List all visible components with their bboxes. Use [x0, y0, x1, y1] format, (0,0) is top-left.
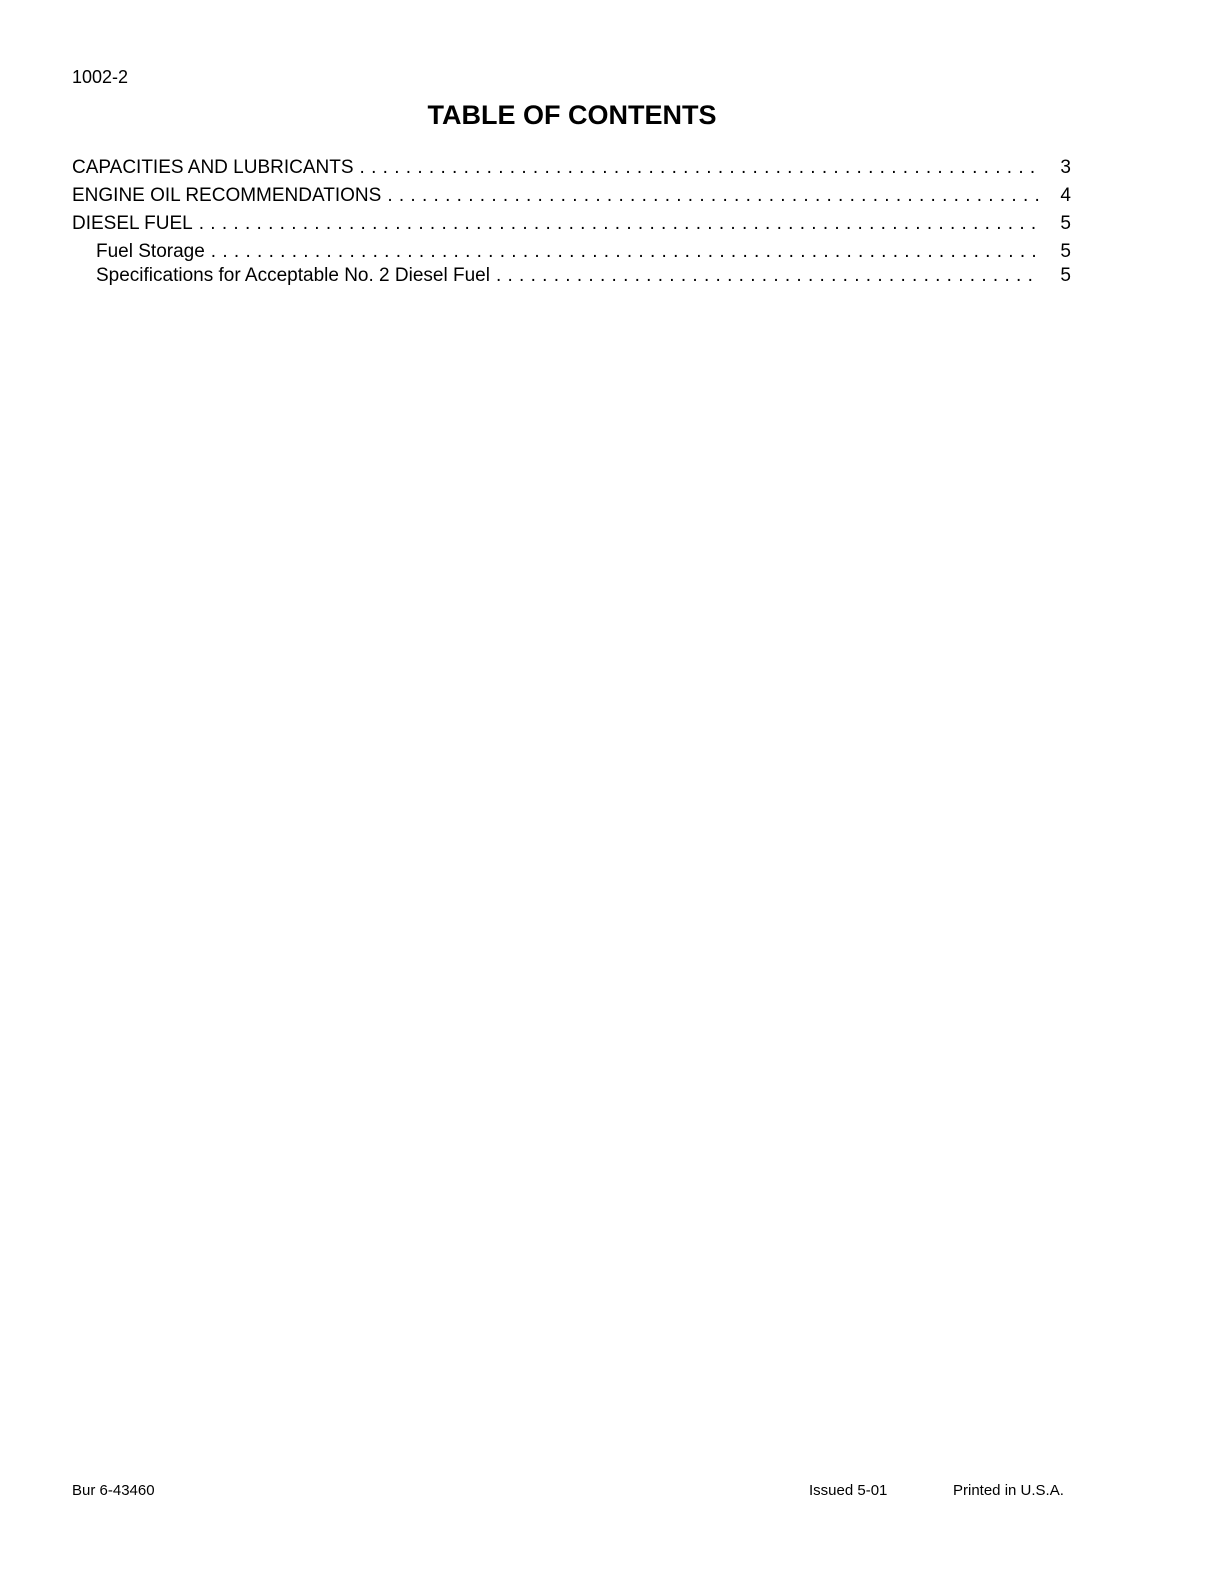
toc-dot-leader: [496, 264, 1039, 288]
table-of-contents: [72, 156, 1071, 288]
footer-printed-location: Printed in U.S.A.: [953, 1482, 1064, 1499]
toc-entry-page: 5: [1060, 265, 1071, 286]
toc-entry-page: 5: [1060, 213, 1071, 234]
toc-entry-capacities-and-lubricants[interactable]: [72, 156, 1071, 184]
toc-entry-label: CAPACITIES AND LUBRICANTS: [72, 157, 354, 178]
toc-entry-label: Specifications for Acceptable No. 2 Diesel Fuel: [96, 265, 490, 286]
toc-dot-leader: [387, 184, 1039, 208]
toc-entry-page: 3: [1060, 157, 1071, 178]
footer-issued-date: Issued 5-01: [809, 1482, 888, 1499]
toc-dot-leader: [360, 156, 1039, 180]
toc-entry-fuel-storage[interactable]: [72, 240, 1071, 264]
page-number: 1002-2: [72, 67, 129, 87]
toc-entry-page: 4: [1060, 185, 1071, 206]
toc-entry-engine-oil-recommendations[interactable]: [72, 184, 1071, 212]
footer-document-number: Bur 6-43460: [72, 1482, 155, 1499]
page-title: TABLE OF CONTENTS: [427, 100, 717, 130]
toc-dot-leader: [211, 240, 1039, 264]
toc-entry-page: 5: [1060, 241, 1071, 262]
toc-entry-label: DIESEL FUEL: [72, 213, 193, 234]
toc-entry-label: ENGINE OIL RECOMMENDATIONS: [72, 185, 382, 206]
toc-entry-diesel-fuel[interactable]: [72, 212, 1071, 240]
toc-dot-leader: [199, 212, 1039, 236]
toc-entry-diesel-fuel-specifications[interactable]: [72, 264, 1071, 288]
toc-entry-label: Fuel Storage: [96, 241, 205, 262]
